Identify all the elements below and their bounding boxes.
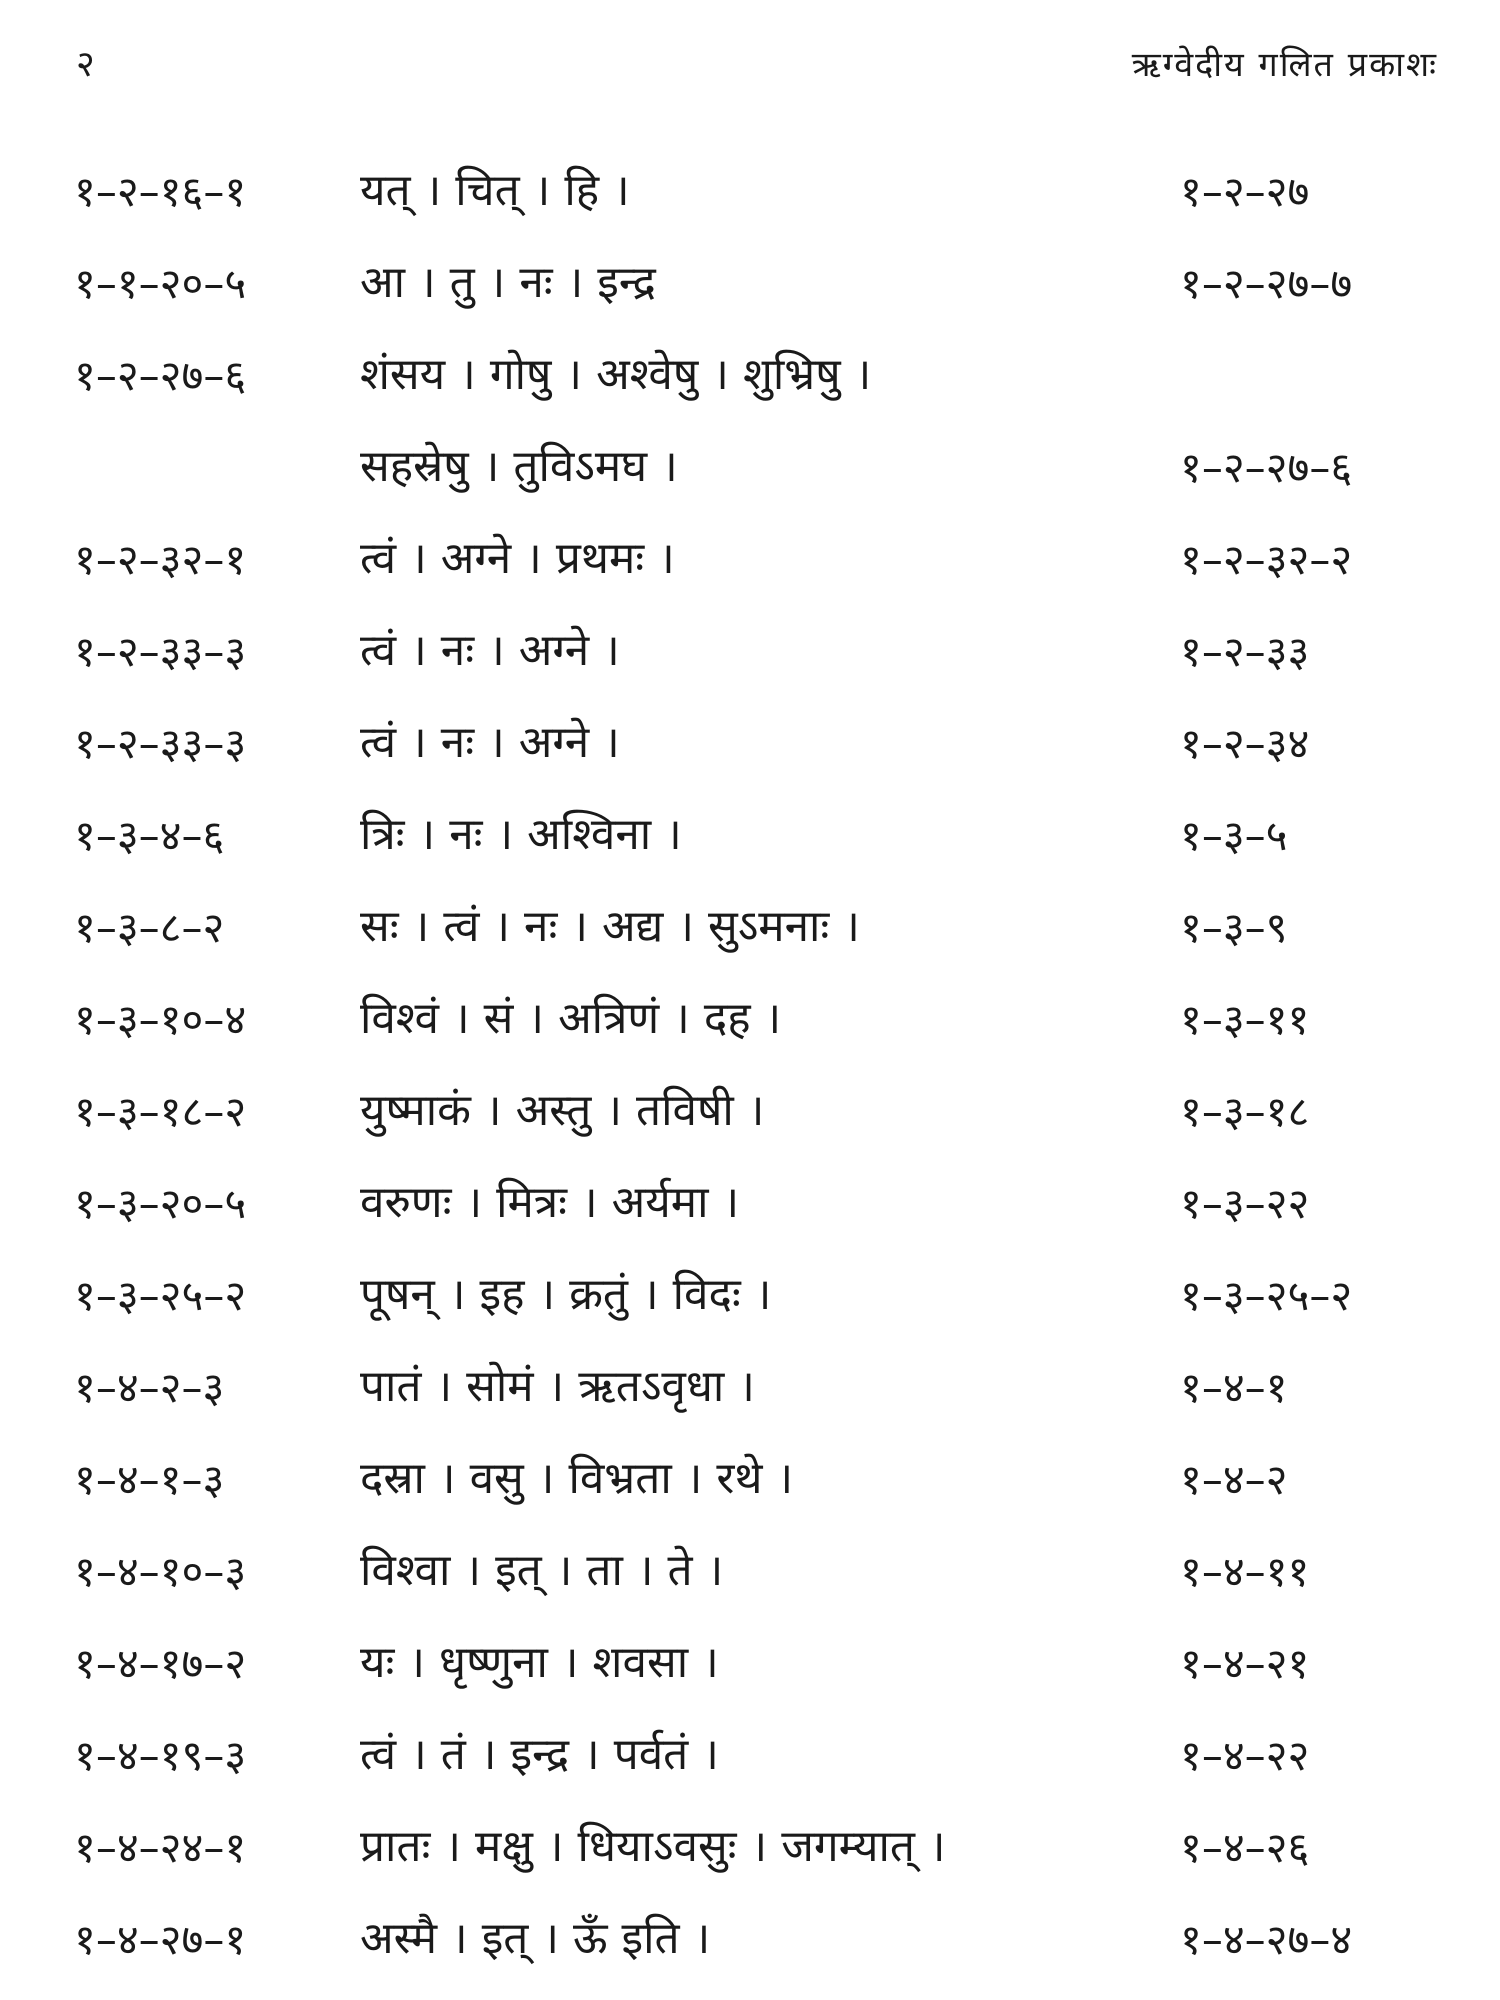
entry-row [0,608,1500,700]
verse-text: पातं । सोमं । ऋतऽवृधा । [360,1361,755,1412]
source-reference: १–४–१०–३ [74,1547,247,1596]
source-reference: १–२–३२–१ [74,535,247,584]
entry-row [0,1252,1500,1344]
source-reference: १–३–२०–५ [74,1179,247,1228]
target-reference: १–४–२६ [1180,1823,1310,1872]
entry-row [0,148,1500,240]
target-reference: १–४–२१ [1180,1639,1310,1688]
entry-list [0,148,1500,1988]
entry-row [0,1620,1500,1712]
entry-row [0,1712,1500,1804]
target-reference: १–३–५ [1180,811,1288,860]
source-reference: १–२–२७–६ [74,351,247,400]
source-reference: १–३–८–२ [74,903,225,952]
source-reference: १–३–१०–४ [74,995,247,1044]
target-reference: १–२–३३ [1180,627,1310,676]
source-reference: १–२–१६–१ [74,167,247,216]
verse-text: त्वं । तं । इन्द्र । पर्वतं । [360,1729,719,1780]
target-reference: १–३–९ [1180,903,1288,952]
entry-row [0,1896,1500,1988]
target-reference: १–२–३२–२ [1180,535,1353,584]
target-reference: १–४–२७–४ [1180,1915,1353,1964]
verse-text: त्वं । नः । अग्ने । [360,717,620,768]
entry-row [0,884,1500,976]
verse-text: सहस्रेषु । तुविऽमघ । [360,441,678,492]
entry-row [0,976,1500,1068]
source-reference: १–४–१–३ [74,1455,225,1504]
entry-row [0,1436,1500,1528]
source-reference: १–३–४–६ [74,811,225,860]
target-reference: १–२–२७ [1180,167,1310,216]
verse-text: यः । धृष्णुना । शवसा । [360,1637,719,1688]
verse-text: वरुणः । मित्रः । अर्यमा । [360,1177,740,1228]
target-reference: १–४–११ [1180,1547,1310,1596]
verse-text: विश्वा । इत् । ता । ते । [360,1545,724,1596]
verse-text: युष्माकं । अस्तु । तविषी । [360,1085,765,1136]
entry-row [0,424,1500,516]
target-reference: १–२–२७–६ [1180,443,1353,492]
entry-row [0,1804,1500,1896]
entry-row [0,1528,1500,1620]
running-title: ऋग्वेदीय गलित प्रकाशः [1131,45,1438,85]
target-reference: १–२–३४ [1180,719,1310,768]
target-reference: १–३–२५–२ [1180,1271,1353,1320]
source-reference: १–४–२४–१ [74,1823,247,1872]
verse-text: शंसय । गोषु । अश्वेषु । शुभ्रिषु । [360,349,872,400]
verse-text: आ । तु । नः । इन्द्र [360,257,656,308]
target-reference: १–३–१८ [1180,1087,1310,1136]
target-reference: १–४–२ [1180,1455,1288,1504]
entry-row [0,792,1500,884]
entry-row [0,516,1500,608]
target-reference: १–३–११ [1180,995,1310,1044]
source-reference: १–३–२५–२ [74,1271,247,1320]
entry-row [0,1344,1500,1436]
target-reference: १–३–२२ [1180,1179,1310,1228]
entry-row [0,700,1500,792]
source-reference: १–२–३३–३ [74,627,247,676]
verse-text: सः । त्वं । नः । अद्य । सुऽमनाः । [360,901,860,952]
verse-text: दस्रा । वसु । विभ्रता । रथे । [360,1453,794,1504]
verse-text: प्रातः । मक्षु । धियाऽवसुः । जगम्यात् । [360,1821,946,1872]
page-header [0,0,1500,120]
source-reference: १–१–२०–५ [74,259,247,308]
verse-text: यत् । चित् । हि । [360,165,630,216]
entry-row [0,332,1500,424]
target-reference: १–४–२२ [1180,1731,1310,1780]
verse-text: पूषन् । इह । क्रतुं । विदः । [360,1269,772,1320]
entry-row [0,1068,1500,1160]
source-reference: १–४–१९–३ [74,1731,247,1780]
verse-text: त्वं । नः । अग्ने । [360,625,620,676]
entry-row [0,240,1500,332]
source-reference: १–४–१७–२ [74,1639,247,1688]
verse-text: त्रिः । नः । अश्विना । [360,809,682,860]
verse-text: विश्वं । सं । अत्रिणं । दह । [360,993,782,1044]
source-reference: १–२–३३–३ [74,719,247,768]
page-number: २ [76,44,95,85]
verse-text: अस्मै । इत् । ऊँ इति । [360,1913,711,1964]
target-reference: १–२–२७–७ [1180,259,1353,308]
source-reference: १–४–२७–१ [74,1915,247,1964]
verse-text: त्वं । अग्ने । प्रथमः । [360,533,675,584]
entry-row [0,1160,1500,1252]
source-reference: १–४–२–३ [74,1363,225,1412]
target-reference: १–४–१ [1180,1363,1288,1412]
source-reference: १–३–१८–२ [74,1087,247,1136]
